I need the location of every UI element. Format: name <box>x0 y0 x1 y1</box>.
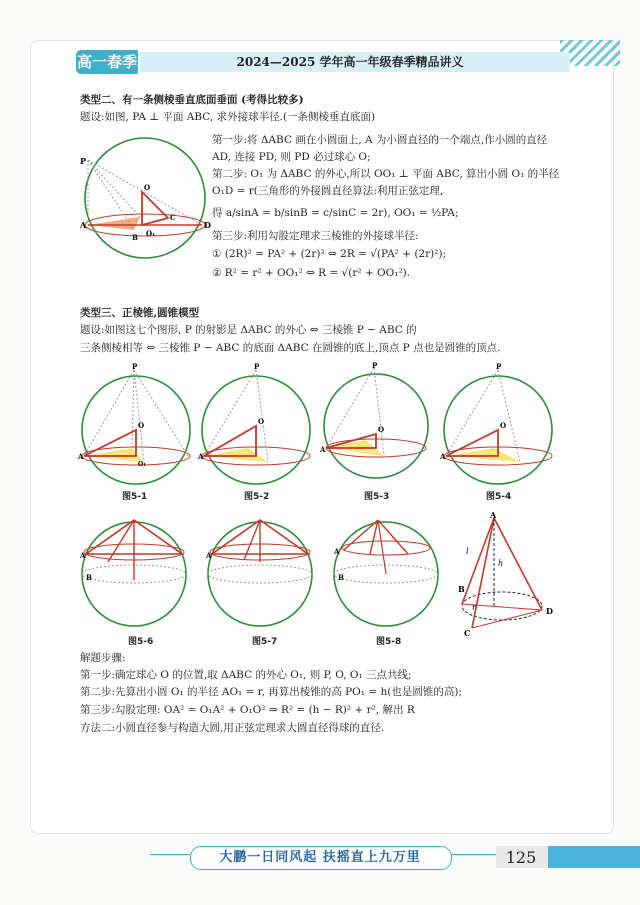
section2-step2b: O₁D = r(三角形的外接圆直径算法:利用正弦定理, <box>212 185 444 197</box>
caption-5-8: 图5-8 <box>376 637 402 647</box>
svg-text:A: A <box>206 551 212 560</box>
svg-text:A: A <box>80 551 86 560</box>
figure-5-6 <box>78 514 190 632</box>
footer-motto: 大鹏一日同风起 扶摇直上九万里 <box>219 850 421 865</box>
figure-5-8 <box>330 514 442 632</box>
svg-text:O: O <box>258 417 265 426</box>
figure-5-2 <box>198 364 314 486</box>
section2-eq1: ① (2R)² = PA² + (2r)² ⇔ 2R = √(PA² + (2r)²); <box>212 248 447 260</box>
svg-text:h: h <box>498 559 504 568</box>
svg-text:A: A <box>440 452 446 461</box>
page-title: 2024—2025 学年高一年级春季精品讲义 <box>236 55 464 69</box>
section3-title: 类型三、正棱锥,圆锥模型 <box>80 307 200 319</box>
caption-5-3: 图5-3 <box>364 492 390 502</box>
label-o1: O₁ <box>146 229 156 238</box>
svg-text:P: P <box>254 362 260 371</box>
figure-sphere-pa-perp <box>80 128 210 268</box>
label-b: B <box>132 233 138 242</box>
steps-step3: 第三步:勾股定理: OA² = O₁A² + O₁O² ⇒ R² = (h − R)² + r², 解出 R <box>80 704 415 716</box>
section3-setup1: 题设:如图这七个图形, P 的射影是 ΔABC 的外心 ⇔ 三棱锥 P − ABC 的 <box>80 324 417 336</box>
svg-text:A: A <box>490 510 497 520</box>
svg-text:A: A <box>320 445 326 454</box>
figure-5-1 <box>78 364 194 486</box>
label-p: P <box>80 156 87 166</box>
section2-step1b: AD, 连接 PD, 则 PD 必过球心 O; <box>212 151 371 163</box>
svg-text:P: P <box>132 362 138 371</box>
steps-method2: 方法二:小圆直径参与构造大圆,用正弦定理求大圆直径得球的直径. <box>80 722 385 734</box>
caption-5-4: 图5-4 <box>486 492 512 502</box>
caption-5-2: 图5-2 <box>244 492 270 502</box>
steps-title: 解题步骤: <box>80 652 126 664</box>
svg-text:O: O <box>378 425 385 434</box>
label-d: D <box>204 220 211 230</box>
figure-5-3 <box>318 361 434 486</box>
section3-setup2: 三条侧棱相等 ⇔ 三棱锥 P − ABC 的底面 ΔABC 在圆锥的底上,顶点 P 点也是圆锥的顶点. <box>80 342 501 354</box>
svg-text:B: B <box>86 573 92 582</box>
svg-text:B: B <box>338 573 344 582</box>
caption-5-7: 图5-7 <box>252 637 278 647</box>
label-a: A <box>80 220 87 230</box>
section2-step3: 第三步:利用勾股定理求三棱锥的外接球半径: <box>212 230 419 242</box>
caption-5-1: 图5-1 <box>122 492 148 502</box>
svg-text:r: r <box>472 603 476 612</box>
footer-line-left <box>150 854 190 855</box>
header-tag: 高一春季 <box>76 50 138 74</box>
section2-title: 类型二、有一条侧棱垂直底面垂面 (考得比较多) <box>80 94 304 106</box>
section2-setup: 题设:如图, PA ⊥ 平面 ABC, 求外接球半径.(一条侧棱垂直底面) <box>80 111 376 123</box>
label-o: O <box>144 183 151 192</box>
footer-line-right <box>450 854 500 855</box>
svg-text:O: O <box>500 421 507 430</box>
figure-5-4 <box>440 364 556 486</box>
svg-text:B: B <box>458 584 465 594</box>
svg-text:P: P <box>496 362 502 371</box>
svg-text:P: P <box>372 361 378 370</box>
page-number: 125 <box>505 848 537 867</box>
svg-text:A: A <box>334 547 340 556</box>
section2-step2a: 第二步: O₁ 为 ΔABC 的外心,所以 OO₁ ⊥ 平面 ABC, 算出小圆 O₁ 的半径 <box>212 168 560 180</box>
svg-text:A: A <box>78 452 84 461</box>
label-c: C <box>170 213 176 222</box>
section2-step2c: 得 a/sinA = b/sinB = c/sinC = 2r), OO₁ = ½PA; <box>212 207 459 219</box>
section2-step1a: 第一步:将 ΔABC 画在小圆面上, A 为小圆直径的一个端点,作小圆的直径 <box>212 134 548 146</box>
caption-5-6: 图5-6 <box>128 637 154 647</box>
section2-eq2: ② R² = r² + OO₁² ⇔ R = √(r² + OO₁²). <box>212 267 411 279</box>
steps-step2: 第二步:先算出小圆 O₁ 的半径 AO₁ = r, 再算出棱锥的高 PO₁ = h(也是圆锥的高); <box>80 686 462 698</box>
svg-text:O₁: O₁ <box>138 461 146 468</box>
steps-step1: 第一步:确定球心 O 的位置,取 ΔABC 的外心 O₁, 则 P, O, O₁ 三点共线; <box>80 669 412 681</box>
figure-5-7 <box>204 514 316 632</box>
figure-cone <box>458 510 568 640</box>
svg-text:A: A <box>198 452 204 461</box>
svg-text:O: O <box>138 421 145 430</box>
svg-text:l: l <box>466 547 469 556</box>
svg-text:D: D <box>546 606 553 616</box>
svg-text:C: C <box>464 628 471 638</box>
